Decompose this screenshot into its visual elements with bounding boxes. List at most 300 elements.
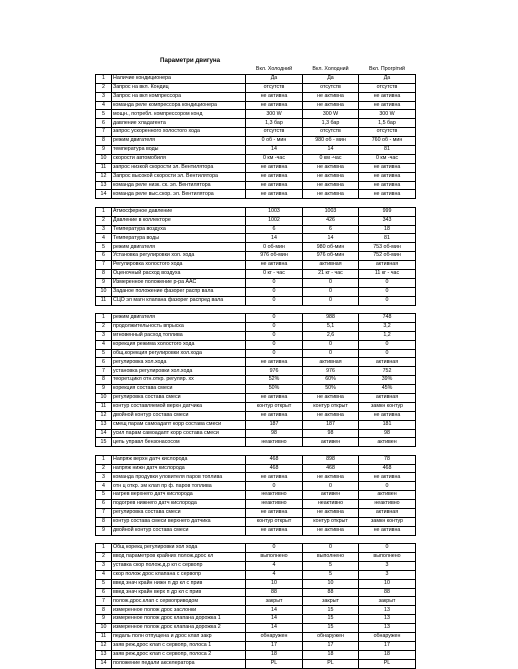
value-cold-2: не активна bbox=[303, 163, 359, 172]
parameter-name: температура воды bbox=[112, 146, 246, 155]
value-warm: замкн контур bbox=[359, 402, 416, 411]
value-cold-2: 5 bbox=[303, 561, 359, 570]
value-cold-1: 88 bbox=[246, 588, 303, 597]
table-row bbox=[96, 597, 416, 606]
parameter-name: измеренное полож дрос клапана дорожка 2 bbox=[112, 624, 246, 633]
value-cold-1: 976 bbox=[246, 367, 303, 376]
value-warm: активная bbox=[359, 393, 416, 402]
table-row bbox=[96, 500, 416, 509]
row-number: 9 bbox=[96, 526, 112, 535]
value-cold-1: 0 об-мин bbox=[246, 243, 303, 252]
row-number: 9 bbox=[96, 615, 112, 624]
row-number: 14 bbox=[96, 659, 112, 668]
section-gap bbox=[95, 536, 416, 543]
value-cold-2: не активна bbox=[303, 172, 359, 181]
column-header-row bbox=[96, 66, 416, 74]
row-number: 3 bbox=[96, 473, 112, 482]
value-cold-1: 0 кг - час bbox=[246, 269, 303, 278]
parameter-name: полож.дрос.клап с сервоприводом bbox=[112, 597, 246, 606]
value-cold-2: не активна bbox=[303, 190, 359, 199]
value-cold-1: контур открыт bbox=[246, 517, 303, 526]
value-warm: 3 bbox=[359, 561, 416, 570]
parameter-name: положение педали акселератора bbox=[112, 659, 246, 668]
value-warm: 17 bbox=[359, 641, 416, 650]
parameter-name: Наличие кондиционера bbox=[112, 74, 246, 83]
value-cold-2: закрыт bbox=[303, 597, 359, 606]
table-row bbox=[96, 420, 416, 429]
value-cold-1: неактивно bbox=[246, 491, 303, 500]
value-warm: неактивно bbox=[359, 500, 416, 509]
value-cold-1: 187 bbox=[246, 420, 303, 429]
value-cold-2: отсутств bbox=[303, 128, 359, 137]
table-row bbox=[96, 367, 416, 376]
value-cold-1: не активна bbox=[246, 473, 303, 482]
table-row bbox=[96, 154, 416, 163]
value-cold-2: 6 bbox=[303, 225, 359, 234]
table-row bbox=[96, 376, 416, 385]
value-cold-2: 14 bbox=[303, 146, 359, 155]
row-number: 3 bbox=[96, 92, 112, 101]
parameter-name: отн ц откр. эм клап пр ф. паров топлива bbox=[112, 482, 246, 491]
value-cold-2: не активна bbox=[303, 101, 359, 110]
value-warm: замкн контур bbox=[359, 517, 416, 526]
value-warm: 1,2 bbox=[359, 331, 416, 340]
value-cold-2: 15 bbox=[303, 624, 359, 633]
parameter-name: скор полож дрос клапана с сервопр bbox=[112, 570, 246, 579]
table-row bbox=[96, 482, 416, 491]
value-warm: 0 bbox=[359, 278, 416, 287]
table-row bbox=[96, 322, 416, 331]
value-cold-1: 0 об - мин bbox=[246, 137, 303, 146]
value-cold-2: обнаружен bbox=[303, 633, 359, 642]
table-row bbox=[96, 615, 416, 624]
table-row bbox=[96, 172, 416, 181]
table-row bbox=[96, 491, 416, 500]
parameter-name: измеренное полож дрос заслонки bbox=[112, 606, 246, 615]
parameter-name: Заданое положение фазорег распр вала bbox=[112, 287, 246, 296]
table-row bbox=[96, 633, 416, 642]
row-number: 12 bbox=[96, 411, 112, 420]
value-cold-1: контур открыт bbox=[246, 402, 303, 411]
value-cold-2: не активна bbox=[303, 181, 359, 190]
value-cold-1: 10 bbox=[246, 579, 303, 588]
value-cold-2: выполнено bbox=[303, 552, 359, 561]
parameter-name: заяв реж.дрос клап с сервопр, полоса 2 bbox=[112, 650, 246, 659]
value-cold-2: 0 bbox=[303, 278, 359, 287]
value-cold-1: отсутств bbox=[246, 128, 303, 137]
value-cold-1: не активна bbox=[246, 411, 303, 420]
value-cold-2: 976 bbox=[303, 367, 359, 376]
value-warm: не активна bbox=[359, 526, 416, 535]
value-cold-2: 5,1 bbox=[303, 322, 359, 331]
row-number: 10 bbox=[96, 393, 112, 402]
parameter-name: контур состава смеси верхнего датчика bbox=[112, 517, 246, 526]
value-cold-2: активная bbox=[303, 261, 359, 270]
value-warm: 748 bbox=[359, 313, 416, 322]
row-number: 2 bbox=[96, 322, 112, 331]
row-number: 12 bbox=[96, 172, 112, 181]
table-row bbox=[96, 261, 416, 270]
value-warm: 0 bbox=[359, 349, 416, 358]
value-warm: 181 bbox=[359, 420, 416, 429]
parameter-table-4 bbox=[95, 455, 416, 536]
row-number: 1 bbox=[96, 313, 112, 322]
table-row bbox=[96, 588, 416, 597]
table-row bbox=[96, 624, 416, 633]
value-warm: активная bbox=[359, 358, 416, 367]
value-warm: активен bbox=[359, 438, 416, 447]
value-warm: 39% bbox=[359, 376, 416, 385]
parameter-name: измеренное полож дрос клапана дорожка 1 bbox=[112, 615, 246, 624]
value-cold-2: 98 bbox=[303, 429, 359, 438]
row-number: 10 bbox=[96, 624, 112, 633]
table-row bbox=[96, 74, 416, 83]
value-warm: активен bbox=[359, 491, 416, 500]
value-cold-1: 300 W bbox=[246, 110, 303, 119]
value-cold-2: контур открыт bbox=[303, 402, 359, 411]
row-number: 4 bbox=[96, 482, 112, 491]
value-cold-2: PL bbox=[303, 659, 359, 668]
value-warm: 10 bbox=[359, 579, 416, 588]
value-cold-1: 14 bbox=[246, 234, 303, 243]
value-cold-2: 0 bbox=[303, 482, 359, 491]
value-warm: 468 bbox=[359, 464, 416, 473]
parameter-name: команда реле компрессора кондиционера bbox=[112, 101, 246, 110]
value-warm: 0 bbox=[359, 296, 416, 305]
parameter-name: мгновенный расход топлива bbox=[112, 331, 246, 340]
page-title: Параметри двигуна bbox=[160, 57, 221, 64]
value-cold-1: 0 bbox=[246, 296, 303, 305]
row-number: 8 bbox=[96, 137, 112, 146]
parameter-name: Оценочный расход воздуха bbox=[112, 269, 246, 278]
table-row bbox=[96, 579, 416, 588]
table-row bbox=[96, 92, 416, 101]
value-cold-2: активная bbox=[303, 358, 359, 367]
table-row bbox=[96, 269, 416, 278]
parameter-name: смещ парам самоадапт корр состава смеси bbox=[112, 420, 246, 429]
parameter-name: теорет.цикл отн.откр. регуляр. хх bbox=[112, 376, 246, 385]
value-cold-2: 60% bbox=[303, 376, 359, 385]
row-number: 14 bbox=[96, 429, 112, 438]
value-warm: 45% bbox=[359, 385, 416, 394]
value-cold-2: 17 bbox=[303, 641, 359, 650]
row-number: 9 bbox=[96, 278, 112, 287]
value-cold-2: 15 bbox=[303, 615, 359, 624]
table-row bbox=[96, 137, 416, 146]
table-row bbox=[96, 207, 416, 216]
value-cold-1: 468 bbox=[246, 464, 303, 473]
value-warm: 752 об-мин bbox=[359, 252, 416, 261]
table-row bbox=[96, 606, 416, 615]
value-cold-1: не активна bbox=[246, 526, 303, 535]
value-cold-1: обнаружен bbox=[246, 633, 303, 642]
value-warm: 1,5 бар bbox=[359, 119, 416, 128]
value-cold-2: не активна bbox=[303, 393, 359, 402]
table-row bbox=[96, 552, 416, 561]
value-cold-2: 898 bbox=[303, 455, 359, 464]
parameter-name: регулировка состава смеси bbox=[112, 509, 246, 518]
table-row bbox=[96, 225, 416, 234]
parameter-name: Измеренное положение р-ра ААС bbox=[112, 278, 246, 287]
value-cold-1: 0 bbox=[246, 482, 303, 491]
value-cold-2: 88 bbox=[303, 588, 359, 597]
value-warm: 0 bbox=[359, 287, 416, 296]
parameter-name: мощн., потребл. компрессором конд bbox=[112, 110, 246, 119]
value-cold-1: 18 bbox=[246, 650, 303, 659]
table-row bbox=[96, 517, 416, 526]
table-row bbox=[96, 393, 416, 402]
value-warm: закрыт bbox=[359, 597, 416, 606]
value-cold-2: активен bbox=[303, 491, 359, 500]
row-number: 2 bbox=[96, 83, 112, 92]
row-number: 11 bbox=[96, 633, 112, 642]
value-warm: 18 bbox=[359, 650, 416, 659]
value-warm: 760 об - мин bbox=[359, 137, 416, 146]
row-number: 11 bbox=[96, 163, 112, 172]
value-warm: 999 bbox=[359, 207, 416, 216]
row-number: 6 bbox=[96, 500, 112, 509]
row-number: 2 bbox=[96, 216, 112, 225]
value-warm: 13 bbox=[359, 606, 416, 615]
parameter-name: введ знач крайн верх п др кл с прив bbox=[112, 588, 246, 597]
value-cold-1: 0 bbox=[246, 349, 303, 358]
value-cold-2: 15 bbox=[303, 606, 359, 615]
value-cold-1: 6 bbox=[246, 225, 303, 234]
value-cold-1: 0 bbox=[246, 313, 303, 322]
value-cold-1: не активна bbox=[246, 172, 303, 181]
table-row bbox=[96, 163, 416, 172]
row-number: 7 bbox=[96, 509, 112, 518]
value-warm: Да bbox=[359, 74, 416, 83]
section-gap bbox=[95, 306, 416, 313]
value-cold-2: не активна bbox=[303, 411, 359, 420]
parameter-name: Регулировка холостого хода bbox=[112, 261, 246, 270]
row-number: 2 bbox=[96, 464, 112, 473]
row-number: 8 bbox=[96, 517, 112, 526]
table-row bbox=[96, 473, 416, 482]
parameter-name: продолжительность впрыска bbox=[112, 322, 246, 331]
row-number: 14 bbox=[96, 190, 112, 199]
value-cold-1: 1003 bbox=[246, 207, 303, 216]
table-row bbox=[96, 181, 416, 190]
table-row bbox=[96, 438, 416, 447]
parameter-name: нагрев верхнего датч кислорода bbox=[112, 491, 246, 500]
row-number: 4 bbox=[96, 340, 112, 349]
parameter-name: режим двигателя bbox=[112, 313, 246, 322]
parameter-name: СЦО эл магн клапана фазорег распред вала bbox=[112, 296, 246, 305]
parameter-name: давление хладагента bbox=[112, 119, 246, 128]
row-number: 7 bbox=[96, 128, 112, 137]
row-number: 4 bbox=[96, 101, 112, 110]
row-number: 8 bbox=[96, 269, 112, 278]
value-cold-1: отсутств bbox=[246, 83, 303, 92]
row-number: 15 bbox=[96, 438, 112, 447]
row-number: 3 bbox=[96, 561, 112, 570]
value-cold-2: 980 об-мин bbox=[303, 243, 359, 252]
value-warm: 0 bbox=[359, 482, 416, 491]
value-cold-2: не активна bbox=[303, 526, 359, 535]
value-warm: выполнено bbox=[359, 552, 416, 561]
parameters-sheet bbox=[95, 66, 416, 669]
row-number: 6 bbox=[96, 119, 112, 128]
table-row bbox=[96, 296, 416, 305]
value-cold-2: 0 bbox=[303, 340, 359, 349]
parameter-name: двойной контур состава смеси bbox=[112, 526, 246, 535]
row-number: 1 bbox=[96, 207, 112, 216]
value-cold-1: 0 bbox=[246, 278, 303, 287]
value-warm: не активна bbox=[359, 92, 416, 101]
row-number: 13 bbox=[96, 650, 112, 659]
table-row bbox=[96, 509, 416, 518]
value-cold-2: 976 об-мин bbox=[303, 252, 359, 261]
row-number: 6 bbox=[96, 588, 112, 597]
value-cold-2: 50% bbox=[303, 385, 359, 394]
table-row bbox=[96, 287, 416, 296]
value-warm: не активна bbox=[359, 473, 416, 482]
value-cold-2: активен bbox=[303, 438, 359, 447]
row-number: 7 bbox=[96, 367, 112, 376]
value-warm: 0 км -час bbox=[359, 154, 416, 163]
value-cold-1: 0 bbox=[246, 287, 303, 296]
value-warm: активная bbox=[359, 509, 416, 518]
value-cold-1: не активна bbox=[246, 358, 303, 367]
section-gap bbox=[95, 199, 416, 206]
value-cold-2: 18 bbox=[303, 650, 359, 659]
parameter-name: регулировка состава смеси bbox=[112, 393, 246, 402]
row-number: 8 bbox=[96, 376, 112, 385]
value-warm: 98 bbox=[359, 429, 416, 438]
value-cold-2: 14 bbox=[303, 234, 359, 243]
value-cold-1: закрыт bbox=[246, 597, 303, 606]
value-cold-1: 17 bbox=[246, 641, 303, 650]
value-warm: 3 bbox=[359, 570, 416, 579]
table-row bbox=[96, 641, 416, 650]
value-cold-1: 4 bbox=[246, 570, 303, 579]
value-cold-1: 14 bbox=[246, 615, 303, 624]
parameter-name: введ знач крайн нижн п др кл с прив bbox=[112, 579, 246, 588]
value-cold-1: 52% bbox=[246, 376, 303, 385]
value-cold-1: не активна bbox=[246, 190, 303, 199]
row-number: 12 bbox=[96, 641, 112, 650]
column-header: Вкл. Прогрітий bbox=[359, 66, 416, 74]
table-row bbox=[96, 216, 416, 225]
value-cold-2: 980 об - мин bbox=[303, 137, 359, 146]
table-row bbox=[96, 650, 416, 659]
parameter-table-2 bbox=[95, 207, 416, 306]
parameter-table-1 bbox=[95, 66, 416, 199]
row-number: 1 bbox=[96, 455, 112, 464]
parameter-name: Запрос высокой скорости эл. Вентилятора bbox=[112, 172, 246, 181]
row-number: 5 bbox=[96, 491, 112, 500]
row-number: 8 bbox=[96, 606, 112, 615]
value-warm: 753 об-мин bbox=[359, 243, 416, 252]
value-warm: 78 bbox=[359, 455, 416, 464]
value-cold-1: 14 bbox=[246, 624, 303, 633]
parameter-name: корекция режима холостого хода bbox=[112, 340, 246, 349]
value-cold-2: 2,6 bbox=[303, 331, 359, 340]
row-number: 6 bbox=[96, 252, 112, 261]
parameter-name: усил парам самоадапт корр состава смеси bbox=[112, 429, 246, 438]
row-number: 13 bbox=[96, 420, 112, 429]
value-warm: 88 bbox=[359, 588, 416, 597]
table-row bbox=[96, 349, 416, 358]
value-warm: 343 bbox=[359, 216, 416, 225]
row-number: 9 bbox=[96, 146, 112, 155]
value-warm: 18 bbox=[359, 225, 416, 234]
row-number: 1 bbox=[96, 544, 112, 553]
value-warm: отсутств bbox=[359, 128, 416, 137]
value-warm: 300 W bbox=[359, 110, 416, 119]
parameter-name: Запрос на вкл. Кондиц bbox=[112, 83, 246, 92]
value-cold-2: отсутств bbox=[303, 83, 359, 92]
table-row bbox=[96, 570, 416, 579]
value-cold-1: 1002 bbox=[246, 216, 303, 225]
value-cold-2: 0 bbox=[303, 349, 359, 358]
table-row bbox=[96, 358, 416, 367]
value-cold-1: не активна bbox=[246, 509, 303, 518]
value-cold-1: 0 км -час bbox=[246, 154, 303, 163]
row-number: 5 bbox=[96, 349, 112, 358]
parameter-table-5 bbox=[95, 543, 416, 668]
table-row bbox=[96, 243, 416, 252]
table-row bbox=[96, 561, 416, 570]
table-row bbox=[96, 83, 416, 92]
parameter-name: цепь управл бензонасосом bbox=[112, 438, 246, 447]
value-cold-2: неактивно bbox=[303, 500, 359, 509]
value-cold-2: контур открыт bbox=[303, 517, 359, 526]
parameter-name: регулировка хол.хода bbox=[112, 358, 246, 367]
row-number: 9 bbox=[96, 385, 112, 394]
value-warm: активная bbox=[359, 261, 416, 270]
value-cold-2: 0 км -час bbox=[303, 154, 359, 163]
value-cold-2: не активна bbox=[303, 92, 359, 101]
value-warm: 11 кг - час bbox=[359, 269, 416, 278]
value-warm: 3,2 bbox=[359, 322, 416, 331]
value-cold-2: 5 bbox=[303, 570, 359, 579]
value-cold-1: не активна bbox=[246, 261, 303, 270]
parameter-name: Общ корекц регулировки хол хода bbox=[112, 544, 246, 553]
row-number: 10 bbox=[96, 154, 112, 163]
value-cold-2: не активна bbox=[303, 473, 359, 482]
row-number: 6 bbox=[96, 358, 112, 367]
row-number: 7 bbox=[96, 597, 112, 606]
row-number: 11 bbox=[96, 296, 112, 305]
parameter-name: скорости автомобиля bbox=[112, 154, 246, 163]
value-cold-2: 10 bbox=[303, 579, 359, 588]
value-cold-2: 988 bbox=[303, 313, 359, 322]
value-cold-1: 14 bbox=[246, 606, 303, 615]
value-cold-1: неактивно bbox=[246, 438, 303, 447]
value-warm: 752 bbox=[359, 367, 416, 376]
parameter-name: корекция состава смеси bbox=[112, 385, 246, 394]
table-row bbox=[96, 464, 416, 473]
parameter-table-3 bbox=[95, 313, 416, 447]
parameter-name: подогрев нижнего датч кислорода bbox=[112, 500, 246, 509]
row-number: 3 bbox=[96, 225, 112, 234]
value-cold-1: не активна bbox=[246, 393, 303, 402]
value-cold-1: 468 bbox=[246, 455, 303, 464]
value-warm: не активна bbox=[359, 172, 416, 181]
table-row bbox=[96, 190, 416, 199]
table-row bbox=[96, 101, 416, 110]
row-number: 4 bbox=[96, 570, 112, 579]
row-number: 1 bbox=[96, 74, 112, 83]
value-warm: не активна bbox=[359, 181, 416, 190]
value-cold-1: выполнено bbox=[246, 552, 303, 561]
value-cold-2: 300 W bbox=[303, 110, 359, 119]
value-cold-1: не активна bbox=[246, 101, 303, 110]
value-warm: не активна bbox=[359, 190, 416, 199]
